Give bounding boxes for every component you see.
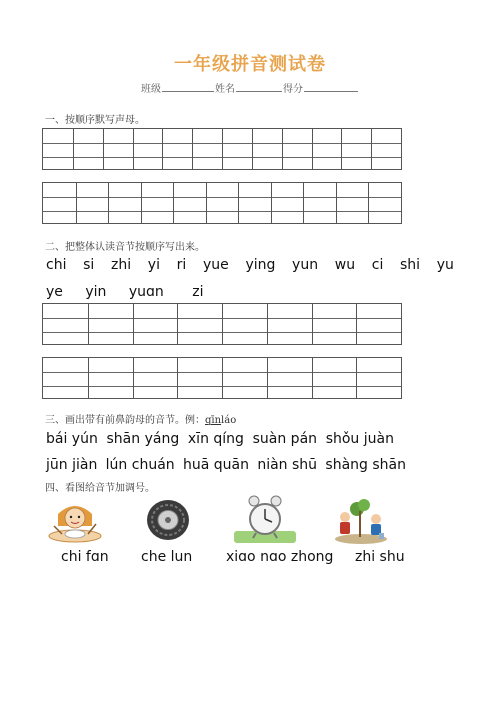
syllable: ci [371,257,384,273]
grid-cell-divider [282,129,283,169]
picture-syllable-3: xiɑo nɑo zhong [226,549,334,565]
grid-cell-divider [133,358,134,398]
student-info-line [0,80,500,95]
page-title: 一年级拼音测试卷 [174,54,326,75]
phrase: jūn jiàn [46,457,98,473]
grid-cell-divider [177,304,178,344]
phrase: xīn qíng [187,431,244,447]
syllable: ri [176,257,187,273]
grid-cell-divider [341,129,342,169]
section2-heading: 二、把整体认读音节按顺序写出来。 [45,242,205,253]
grid-cell-divider [76,183,77,223]
grid-cell-divider [271,183,272,223]
section3-heading: 三、画出带有前鼻韵母的音节。例：qīnláo [45,415,237,426]
phrase: suàn pán [252,431,318,447]
grid-cell-divider [88,304,89,344]
grid-cell-divider [222,358,223,398]
grid-cell-divider [371,129,372,169]
grid-cell-divider [103,129,104,169]
children-planting-tree-icon [331,495,391,545]
grid-cell-divider [303,183,304,223]
syllable: yin [85,284,107,300]
grid-cell-divider [368,183,369,223]
score-label: 得分 [283,84,303,95]
syllable: yuɑn [128,284,164,300]
grid-cell-divider [267,358,268,398]
phrase: shàng shān [325,457,406,473]
phrase: shǒu juàn [325,431,394,447]
phrase: shān yáng [106,431,180,447]
example-syllable: láo [221,415,237,426]
syllable: yu [436,257,454,273]
tire-icon [143,497,193,543]
section4-heading: 四、看图给音节加调号。 [45,483,155,494]
child-eating-icon [44,496,106,544]
phrase: niàn shū [257,457,318,473]
grid-cell-divider [192,129,193,169]
grid-cell-divider [222,304,223,344]
picture-syllable-2: che lun [141,549,193,565]
grid-cell-divider [312,129,313,169]
grid-cell-divider [177,358,178,398]
grid-cell-divider [73,129,74,169]
grid-cell-divider [88,358,89,398]
grid-cell-divider [267,304,268,344]
grid-cell-divider [133,129,134,169]
picture-syllable-4: zhi shu [355,549,405,565]
grid-cell-divider [356,304,357,344]
phrase: bái yún [46,431,98,447]
grid-cell-divider [336,183,337,223]
syllable: si [83,257,95,273]
syllable: zhi [111,257,132,273]
class-blank [162,82,214,92]
picture-syllable-1: chi fɑn [61,549,109,565]
syllable-row-2 [46,284,204,300]
syllable: yun [292,257,319,273]
grid-cell-divider [173,183,174,223]
syllable: chi [46,257,67,273]
class-label: 班级 [141,84,161,95]
phrase: huā quān [183,457,249,473]
example-underlined-syllable: qīn [205,415,222,426]
grid-cell-divider [222,129,223,169]
syllable: yue [202,257,229,273]
writing-grid-2 [42,182,402,224]
writing-grid-1 [42,128,402,170]
grid-line [43,211,401,212]
grid-cell-divider [238,183,239,223]
syllable: zi [192,284,204,300]
syllable: wu [334,257,356,273]
syllable-row-1 [46,257,454,273]
phrase-row-1 [46,431,394,447]
section1-heading: 一、按顺序默写声母。 [45,115,145,126]
grid-cell-divider [162,129,163,169]
score-blank [304,82,358,92]
grid-cell-divider [206,183,207,223]
syllable: yi [147,257,160,273]
grid-cell-divider [312,304,313,344]
syllable: ying [245,257,276,273]
syllable: ye [46,284,63,300]
phrase-row-2 [46,457,406,473]
grid-cell-divider [356,358,357,398]
writing-grid-3 [42,303,402,345]
alarm-clock-icon [232,495,298,545]
grid-line [43,197,401,198]
grid-cell-divider [108,183,109,223]
name-label: 姓名 [215,84,235,95]
grid-cell-divider [312,358,313,398]
writing-grid-4 [42,357,402,399]
phrase: lún chuán [105,457,175,473]
grid-cell-divider [133,304,134,344]
grid-cell-divider [141,183,142,223]
name-blank [236,82,282,92]
grid-cell-divider [252,129,253,169]
syllable: shi [400,257,421,273]
